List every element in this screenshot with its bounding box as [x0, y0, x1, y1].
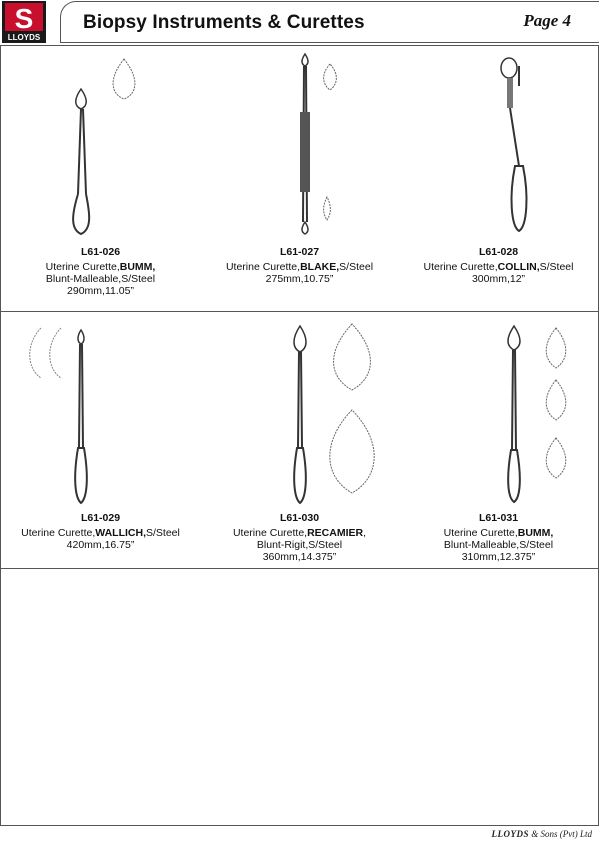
page-title: Biopsy Instruments & Curettes — [83, 12, 365, 33]
page-header — [60, 1, 599, 43]
product-code: L61-028 — [478, 246, 519, 258]
product-caption: L61-030 Uterine Curette,RECAMIER, Blunt-Rigit,S/Steel 360mm,14.375” — [200, 512, 399, 563]
product-spec: Blunt-Malleable,S/Steel — [45, 273, 156, 285]
product-size: 360mm,14.375” — [262, 551, 337, 563]
product-brand: BLAKE, — [300, 261, 340, 273]
curette-illustration — [275, 52, 355, 242]
product-spec: 420mm,16.75” — [66, 539, 135, 551]
product-caption: L61-031 Uterine Curette,BUMM, Blunt-Malleable,S/Steel 310mm,12.375” — [399, 512, 598, 563]
product-card — [399, 46, 598, 311]
product-card — [1, 312, 200, 568]
curette-illustration — [494, 320, 584, 510]
product-caption: L61-029 Uterine Curette,WALLICH,S/Steel 420mm,16.75” — [1, 512, 200, 551]
product-spec: 275mm,10.75” — [265, 273, 334, 285]
product-code: L61-026 — [80, 246, 121, 258]
curette-illustration — [280, 318, 390, 508]
product-card — [200, 312, 399, 568]
product-code: L61-030 — [279, 512, 320, 524]
footer-suffix: & Sons (Pvt) Ltd — [529, 829, 592, 839]
footer-company — [492, 829, 593, 839]
product-brand: WALLICH, — [95, 527, 146, 539]
product-brand: RECAMIER — [307, 527, 364, 539]
product-size: 290mm,11.05” — [67, 285, 134, 297]
curette-illustration — [56, 54, 166, 244]
product-card — [1, 46, 200, 311]
product-code: L61-029 — [80, 512, 121, 524]
curette-illustration — [489, 56, 549, 246]
product-card — [399, 312, 598, 568]
product-spec: Blunt-Malleable,S/Steel — [443, 539, 554, 551]
product-spec: 300mm,12” — [471, 273, 526, 285]
product-caption: L61-026 Uterine Curette,BUMM, Blunt-Malleable,S/Steel 290mm,11.05” — [1, 246, 200, 297]
product-brand: BUMM, — [517, 527, 554, 539]
footer-brand: LLOYDS — [491, 829, 529, 839]
logo-text: LLOYDS — [7, 33, 41, 42]
product-grid — [0, 45, 599, 826]
product-code: L61-031 — [478, 512, 519, 524]
product-card — [200, 46, 399, 311]
product-brand: COLLIN, — [497, 261, 540, 273]
lloyds-logo — [2, 1, 46, 43]
logo-letter: S — [14, 3, 34, 34]
product-size: 310mm,12.375” — [461, 551, 536, 563]
product-brand: BUMM, — [119, 261, 156, 273]
product-caption: L61-028 Uterine Curette,COLLIN,S/Steel 300mm,12” — [399, 246, 598, 285]
product-spec: Blunt-Rigit,S/Steel — [256, 539, 343, 551]
product-code: L61-027 — [279, 246, 320, 258]
page-number: Page 4 — [523, 11, 571, 30]
product-caption: L61-027 Uterine Curette,BLAKE,S/Steel 275mm,10.75” — [200, 246, 399, 285]
curette-illustration — [21, 318, 171, 508]
empty-section — [1, 569, 598, 825]
